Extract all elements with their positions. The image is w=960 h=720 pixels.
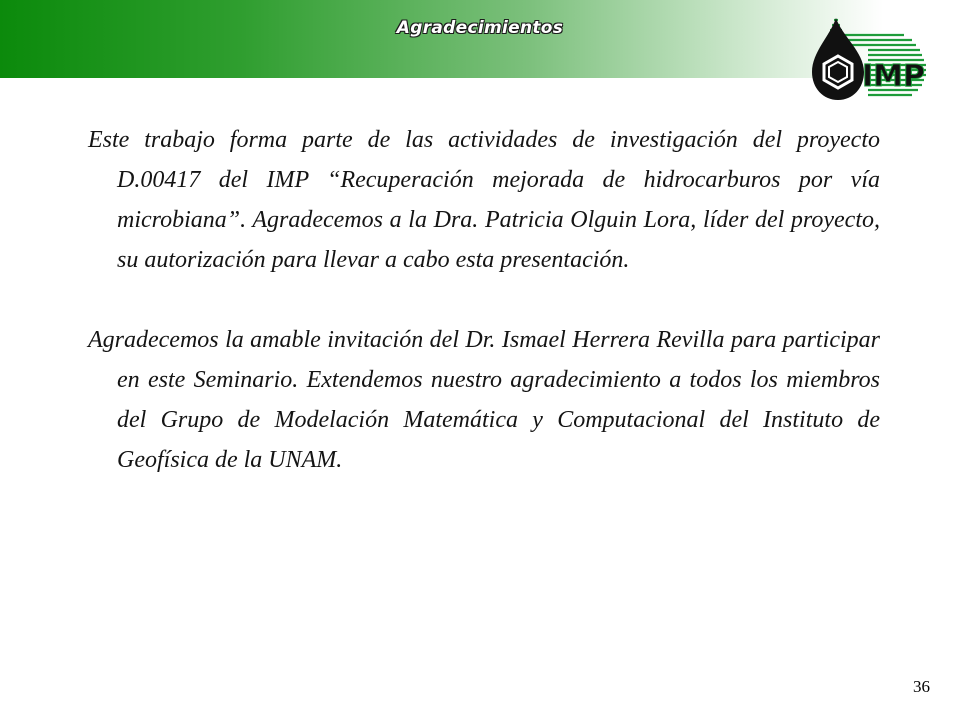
paragraph-1: Este trabajo forma parte de las actividades de investigación del proyecto D.00417 del IMP “Recuperación mejorada de hidrocarburos por vía microbiana”. Agradecemos a la Dra. Patricia Olguin Lora, líder del proyecto, su autorización para llevar a cabo esta presentación. — [88, 127, 880, 273]
slide-title: Agradecimientos — [396, 18, 564, 38]
page-number: 36 — [913, 677, 930, 696]
paragraph-2: Agradecemos la amable invitación del Dr. Ismael Herrera Revilla para participar en este Seminario. Extendemos nuestro agradecimiento a todos los miembros del Grupo de Modelación Matemática y Computacional del Instituto de Geofísica de la UNAM. — [88, 327, 880, 473]
body-text — [88, 120, 880, 480]
imp-logo-icon — [808, 14, 932, 104]
logo-text: IMP — [862, 59, 926, 94]
